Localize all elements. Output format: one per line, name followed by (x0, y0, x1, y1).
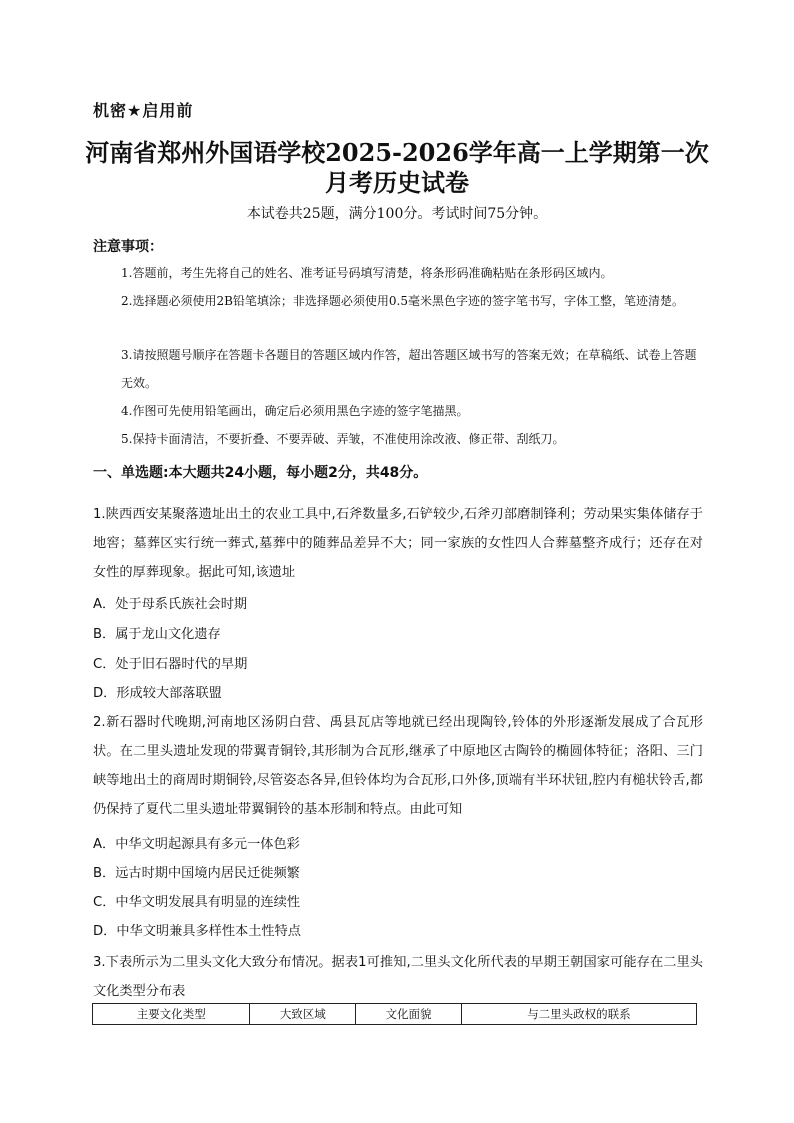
table-header-cell: 与二里头政权的联系 (461, 1004, 696, 1025)
note-item: 1.答题前，考生先将自己的姓名、准考证号码填写清楚，将条形码准确粘贴在条形码区域内。 (121, 266, 613, 280)
table-header-cell: 文化面貌 (356, 1004, 462, 1025)
table-header-row (93, 1004, 697, 1025)
exam-title-line1: 河南省郑州外国语学校2025-2026学年高一上学期第一次 (85, 138, 709, 167)
question-option: D．中华文明兼具多样性本土性特点 (93, 924, 301, 939)
question-stem: 2.新石器时代晚期,河南地区汤阴白营、禹县瓦店等地就已经出现陶铃,铃体的外形逐渐发展成了合瓦形状。在二里头遗址发现的带翼青铜铃,其形制为合瓦形,继承了中原地区古陶铃的椭圆体特征；洛阳、三门峡等地出土的商周时期铜铃,尽管姿态各异,但铃体均为合瓦形,口外侈,顶端有半环状钮,腔内有槌状铃舌,都仍保持了夏代二里头遗址带翼铜铃的基本形制和特点。由此可知 (93, 715, 703, 817)
question-option: A．中华文明起源具有多元一体色彩 (93, 837, 300, 852)
question-option: B．属于龙山文化遗存 (93, 627, 221, 642)
question-option: A．处于母系氏族社会时期 (93, 597, 248, 612)
note-item: 2.选择题必须使用2B铅笔填涂；非选择题必须使用0.5毫米黑色字迹的签字笔书写，字体工整，笔迹清楚。 (121, 294, 684, 308)
question-stem: 1.陕西西安某聚落遗址出土的农业工具中,石斧数量多,石铲较少,石斧刃部磨制锋利；劳动果实集体储存于地窖；墓葬区实行统一葬式,墓葬中的随葬品差异不大；同一家族的女性四人合葬墓整齐成行；还存在对女性的厚葬现象。据此可知,该遗址 (93, 507, 703, 580)
culture-table (92, 1003, 697, 1025)
question-option: C．处于旧石器时代的早期 (93, 657, 248, 672)
exam-title-line2: 月考历史试卷 (325, 168, 469, 197)
note-item: 5.保持卡面清洁，不要折叠、不要弄破、弄皱，不准使用涂改液、修正带、刮纸刀。 (121, 432, 565, 446)
note-item: 3.请按照题号顺序在答题卡各题目的答题区域内作答，超出答题区域书写的答案无效；在草稿纸、试卷上答题无效。 (121, 348, 697, 390)
question-option: D．形成较大部落联盟 (93, 686, 222, 701)
secret-label: 机密★启用前 (93, 101, 194, 120)
table-header-cell: 大致区域 (250, 1004, 356, 1025)
question-option: B．远古时期中国境内居民迁徙频繁 (93, 866, 300, 881)
exam-subtitle: 本试卷共25题，满分100分。考试时间75分钟。 (246, 206, 548, 222)
question-stem: 3.下表所示为二里头文化大致分布情况。据表1可推知,二里头文化所代表的早期王朝国家可能存在二里头文化类型分布表 (93, 955, 703, 999)
question-option: C．中华文明发展具有明显的连续性 (93, 895, 301, 910)
table-header-cell: 主要文化类型 (93, 1004, 250, 1025)
section-title: 一、单选题:本大题共24小题，每小题2分，共48分。 (93, 465, 428, 481)
note-item: 4.作图可先使用铅笔画出，确定后必须用黑色字迹的签字笔描黑。 (121, 404, 469, 418)
notes-heading: 注意事项： (93, 239, 163, 255)
